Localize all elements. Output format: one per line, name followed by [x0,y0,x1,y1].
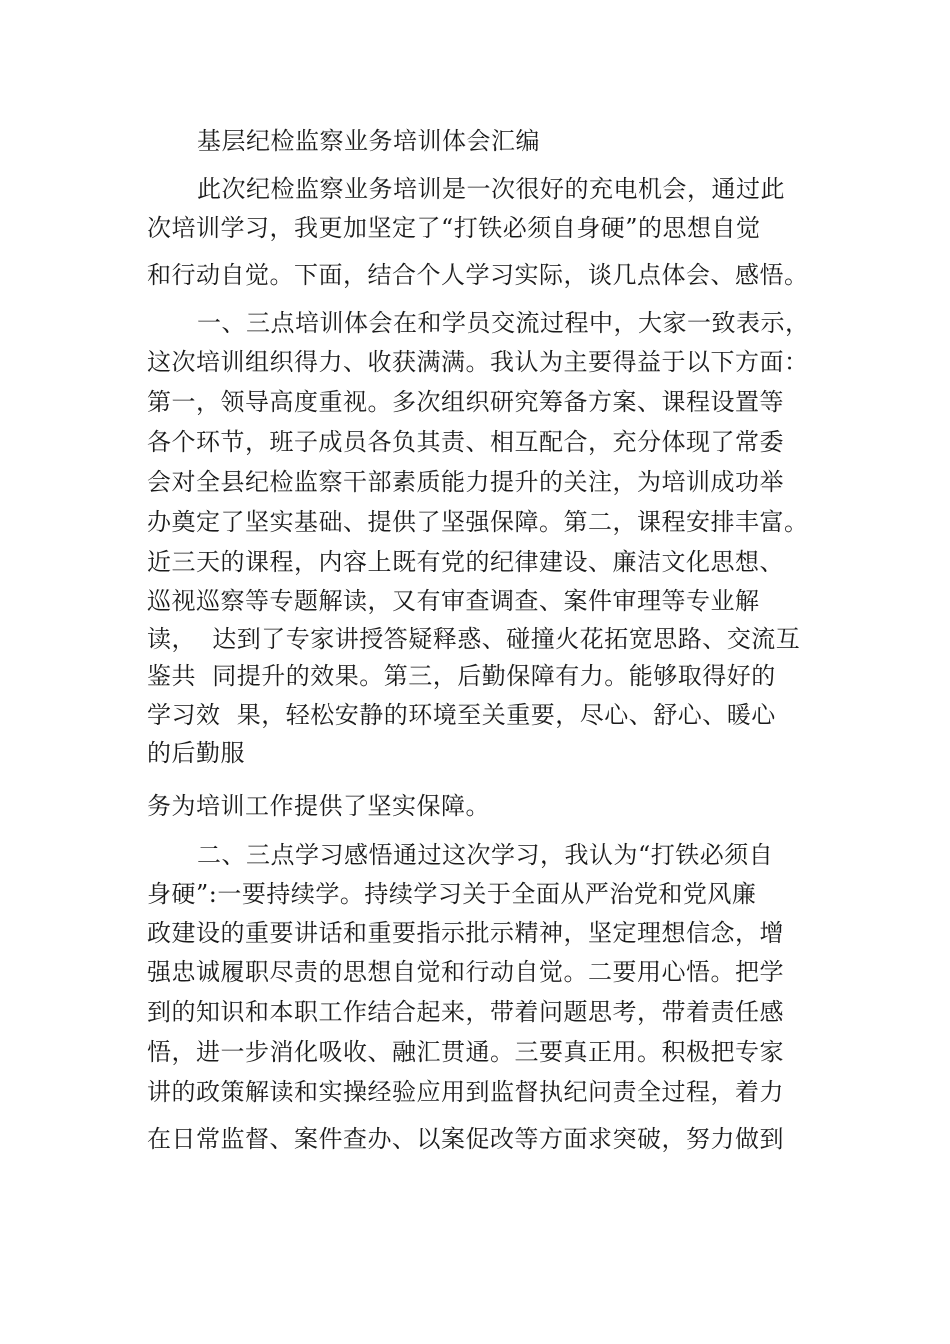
paragraph-line: 的后勤服 [147,739,245,767]
paragraph-line: 鉴共 同提升的效果。第三，后勤保障有力。能够取得好的 [147,662,776,690]
paragraph-line: 此次纪检监察业务培训是一次很好的充电机会，通过此 [197,175,785,203]
paragraph-line: 近三天的课程，内容上既有党的纪律建设、廉洁文化思想、 [147,548,784,576]
paragraph-line: 各个环节，班子成员各负其责、相互配合，充分体现了常委 [147,428,784,456]
document-title: 基层纪检监察业务培训体会汇编 [197,127,540,155]
paragraph-line: 和行动自觉。下面，结合个人学习实际，谈几点体会、感悟。 [147,261,809,289]
paragraph-line: 务为培训工作提供了坚实保障。 [147,792,490,820]
paragraph-line: 巡视巡察等专题解读，又有审查调查、案件审理等专业解 [147,587,760,615]
paragraph-line: 一、三点培训体会在和学员交流过程中，大家一致表示， [197,309,810,337]
paragraph-line: 次培训学习，我更加坚定了“打铁必须自身硬”的思想自觉 [147,214,761,242]
paragraph-line: 读， 达到了专家讲授答疑释惑、碰撞火花拓宽思路、交流互 [147,625,801,653]
paragraph-line: 讲的政策解读和实操经验应用到监督执纪问责全过程，着力 [147,1078,784,1106]
paragraph-line: 会对全县纪检监察干部素质能力提升的关注，为培训成功举 [147,468,784,496]
paragraph-line: 悟，进一步消化吸收、融汇贯通。三要真正用。积极把专家 [147,1038,784,1066]
paragraph-line: 在日常监督、案件查办、以案促改等方面求突破，努力做到 [147,1125,784,1153]
paragraph-line: 到的知识和本职工作结合起来，带着问题思考，带着责任感 [147,998,784,1026]
paragraph-line: 第一，领导高度重视。多次组织研究筹备方案、课程设置等 [147,388,784,416]
paragraph-line: 强忠诚履职尽责的思想自觉和行动自觉。二要用心悟。把学 [147,958,784,986]
paragraph-line: 身硬”:一要持续学。持续学习关于全面从严治党和党风廉 [147,880,757,908]
paragraph-line: 办奠定了坚实基础、提供了坚强保障。第二，课程安排丰富。 [147,508,809,536]
paragraph-line: 这次培训组织得力、收获满满。我认为主要得益于以下方面： [147,348,809,376]
paragraph-line: 学习效 果，轻松安静的环境至关重要，尽心、舒心、暖心 [147,701,776,729]
paragraph-line: 二、三点学习感悟通过这次学习，我认为“打铁必须自 [197,841,774,869]
paragraph-line: 政建设的重要讲话和重要指示批示精神，坚定理想信念，增 [147,919,784,947]
